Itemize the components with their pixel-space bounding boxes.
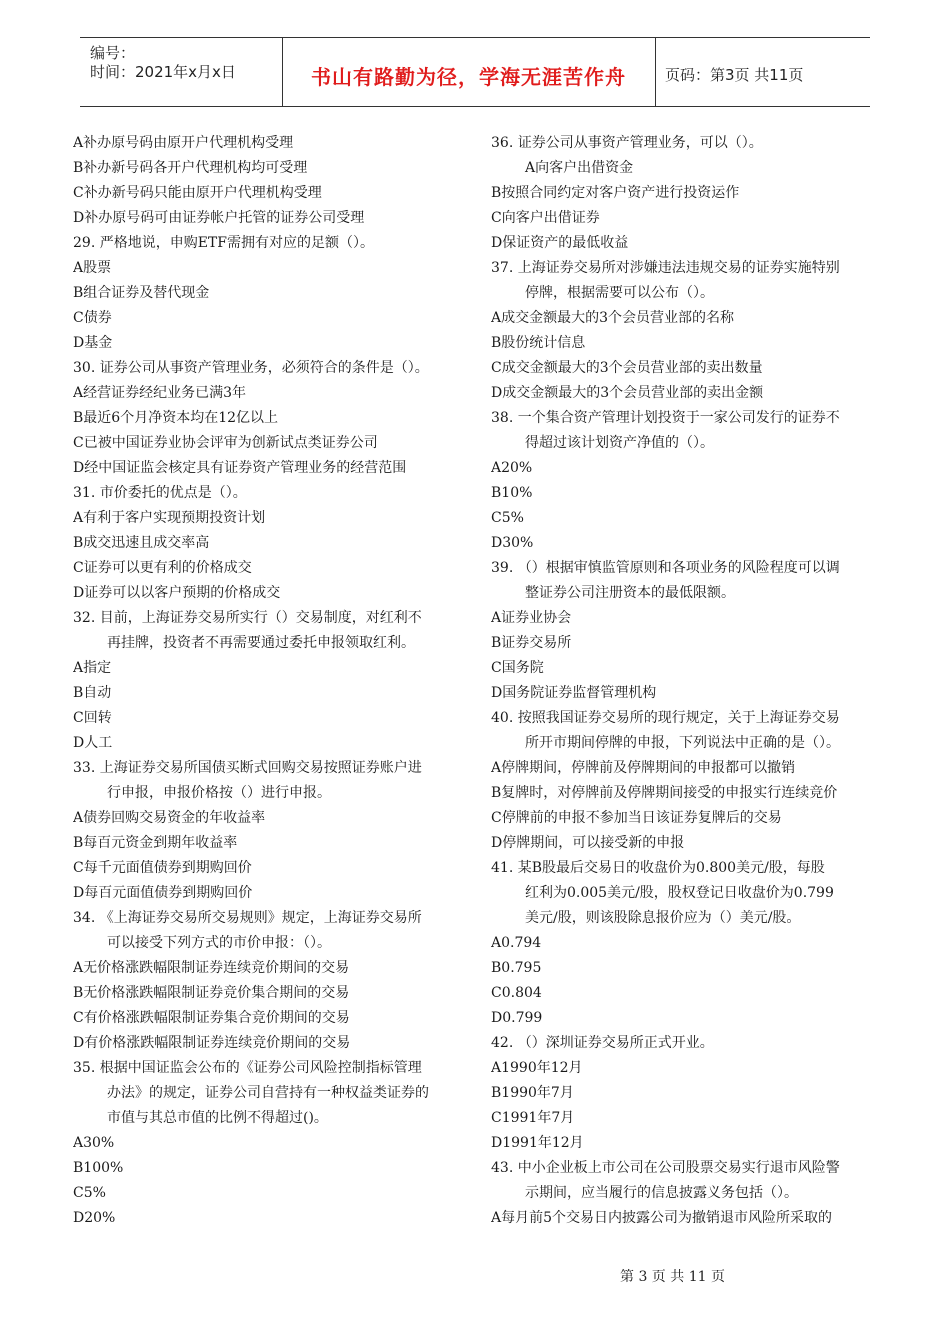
text-line: C向客户出借证券 [491,210,600,226]
text-line: 31. 市价委托的优点是（）。 [73,485,247,501]
text-line: C回转 [73,710,112,726]
text-line: B复牌时，对停牌前及停牌期间接受的申报实行连续竞价 [491,785,838,801]
text-line: C成交金额最大的3个会员营业部的卖出数量 [491,360,763,376]
text-line: B0.795 [491,960,542,976]
text-line: C已被中国证券业协会评审为创新试点类证券公司 [73,435,378,451]
right-column [491,131,883,1231]
text-line: 30. 证券公司从事资产管理业务，必须符合的条件是（）。 [73,360,429,376]
text-line: A停牌期间，停牌前及停牌期间的申报都可以撤销 [491,760,796,776]
text-line: B1990年7月 [491,1085,574,1101]
text-line: A向客户出借资金 [525,160,634,176]
text-line: A1990年12月 [491,1060,583,1076]
text-line: 得超过该计划资产净值的（）。 [525,435,714,451]
text-line: A30% [73,1135,115,1151]
text-line: D20% [73,1210,116,1226]
text-line: 41. 某B股最后交易日的收盘价为0.800美元/股，每股 [491,860,825,876]
text-line: B组合证券及替代现金 [73,285,210,301]
text-line: C证券可以更有利的价格成交 [73,560,252,576]
text-line: A债券回购交易资金的年收益率 [73,810,266,826]
document-header [80,37,870,107]
text-line: 34. 《上海证券交易所交易规则》规定，上海证券交易所 [73,910,422,926]
text-line: D停牌期间，可以接受新的申报 [491,835,685,851]
text-line: 42. （）深圳证券交易所正式开业。 [491,1035,714,1051]
text-line: D证券可以以客户预期的价格成交 [73,585,281,601]
text-line: 35. 根据中国证监会公布的《证券公司风险控制指标管理 [73,1060,422,1076]
page-code: 页码：第3页 共11页 [665,66,804,84]
text-line: 38. 一个集合资产管理计划投资于一家公司发行的证券不 [491,410,840,426]
text-line: C5% [73,1185,106,1201]
text-line: 39. （）根据审慎监管原则和各项业务的风险程度可以调 [491,560,840,576]
text-line: A0.794 [491,935,542,951]
text-line: B股份统计信息 [491,335,586,351]
text-line: 行申报，申报价格按（）进行申报。 [107,785,331,801]
text-line: A成交金额最大的3个会员营业部的名称 [491,310,735,326]
time-label: 时间：2021年x月x日 [90,63,236,81]
text-line: C有价格涨跌幅限制证券集合竞价期间的交易 [73,1010,350,1026]
text-line: B补办新号码各开户代理机构均可受理 [73,160,308,176]
text-line: D0.799 [491,1010,543,1026]
text-line: 办法》的规定，证券公司自营持有一种权益类证券的 [107,1085,429,1101]
text-line: B10% [491,485,533,501]
text-line: C每千元面值债券到期购回价 [73,860,252,876]
header-meta-cell [80,38,283,106]
text-line: 美元/股，则该股除息报价应为（）美元/股。 [525,910,801,926]
text-line: 29. 严格地说，申购ETF需拥有对应的足额（）。 [73,235,374,251]
text-line: C0.804 [491,985,542,1001]
text-line: C1991年7月 [491,1110,575,1126]
text-line: 红利为0.005美元/股，股权登记日收盘价为0.799 [525,885,834,901]
text-line: A每月前5个交易日内披露公司为撤销退市风险所采取的 [491,1210,833,1226]
text-line: 示期间，应当履行的信息披露义务包括（）。 [525,1185,798,1201]
text-line: B最近6个月净资本均在12亿以上 [73,410,279,426]
text-line: D每百元面值债券到期购回价 [73,885,253,901]
text-line: D有价格涨跌幅限制证券连续竞价期间的交易 [73,1035,351,1051]
text-line: B按照合同约定对客户资产进行投资运作 [491,185,740,201]
number-label: 编号： [90,44,136,62]
text-line: D成交金额最大的3个会员营业部的卖出金额 [491,385,764,401]
text-line: C5% [491,510,524,526]
text-line: 32. 目前，上海证券交易所实行（）交易制度，对红利不 [73,610,422,626]
text-line: 所开市期间停牌的申报，下列说法中正确的是（）。 [525,735,840,751]
text-line: 可以接受下列方式的市价申报：（）。 [107,935,331,951]
text-line: B无价格涨跌幅限制证券竞价集合期间的交易 [73,985,350,1001]
text-line: D国务院证券监督管理机构 [491,685,657,701]
text-line: 停牌，根据需要可以公布（）。 [525,285,714,301]
text-line: A无价格涨跌幅限制证券连续竞价期间的交易 [73,960,350,976]
header-motto-cell [282,38,656,106]
text-line: C国务院 [491,660,544,676]
text-line: C债券 [73,310,112,326]
text-line: 40. 按照我国证券交易所的现行规定，关于上海证券交易 [491,710,840,726]
text-line: 37. 上海证券交易所对涉嫌违法违规交易的证券实施特别 [491,260,840,276]
text-line: 36. 证券公司从事资产管理业务，可以（）。 [491,135,763,151]
text-line: A指定 [73,660,112,676]
text-line: 33. 上海证券交易所国债买断式回购交易按照证券账户进 [73,760,422,776]
text-line: B成交迅速且成交率高 [73,535,210,551]
text-line: A股票 [73,260,112,276]
page-footer: 第 3 页 共 11 页 [620,1269,725,1285]
text-line: A经营证券经纪业务已满3年 [73,385,247,401]
text-line: D经中国证监会核定具有证券资产管理业务的经营范围 [73,460,407,476]
text-line: B每百元资金到期年收益率 [73,835,238,851]
text-line: A证券业协会 [491,610,572,626]
text-line: 市值与其总市值的比例不得超过()。 [107,1110,328,1126]
text-line: D基金 [73,335,113,351]
text-line: B100% [73,1160,124,1176]
text-line: D1991年12月 [491,1135,584,1151]
text-line: A补办原号码由原开户代理机构受理 [73,135,294,151]
text-line: C补办新号码只能由原开户代理机构受理 [73,185,322,201]
left-column [73,131,470,1231]
motto-text: 书山有路勤为径，学海无涯苦作舟 [311,65,626,89]
text-line: D保证资产的最低收益 [491,235,629,251]
text-line: 再挂牌，投资者不再需要通过委托申报领取红利。 [107,635,415,651]
text-line: 整证券公司注册资本的最低限额。 [525,585,735,601]
text-line: C停牌前的申报不参加当日该证券复牌后的交易 [491,810,782,826]
text-line: A有利于客户实现预期投资计划 [73,510,266,526]
text-line: B证券交易所 [491,635,572,651]
text-line: D人工 [73,735,113,751]
text-line: D补办原号码可由证券帐户托管的证券公司受理 [73,210,365,226]
text-line: A20% [491,460,533,476]
header-page-cell [655,38,870,106]
text-line: D30% [491,535,534,551]
text-line: B自动 [73,685,112,701]
text-line: 43. 中小企业板上市公司在公司股票交易实行退市风险警 [491,1160,840,1176]
